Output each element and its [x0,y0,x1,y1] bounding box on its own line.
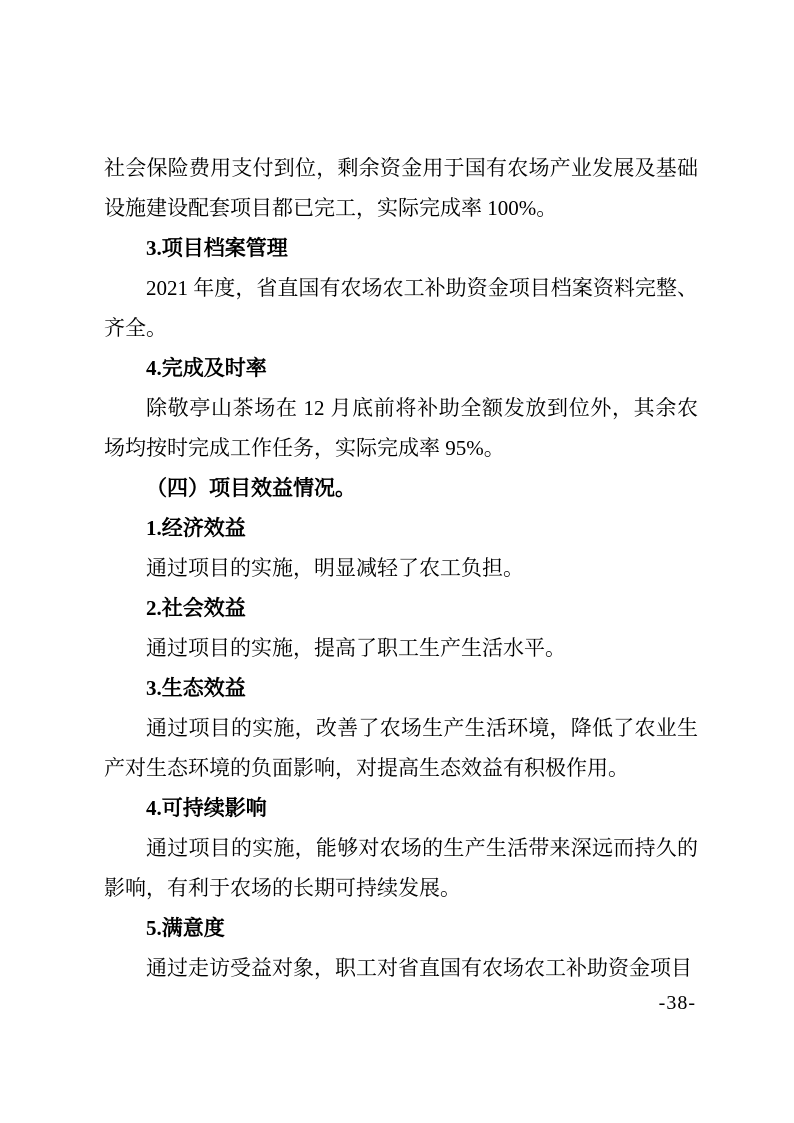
body-paragraph-social-benefit: 通过项目的实施，提高了职工生产生活水平。 [146,636,566,660]
body-paragraph-continued: 社会保险费用支付到位，剩余资金用于国有农场产业发展及基础设施建设配套项目都已完工，实际完成率 100%。 [104,156,698,220]
heading-satisfaction: 5.满意度 [146,916,225,940]
heading-social-benefit: 2.社会效益 [146,596,246,620]
body-paragraph-satisfaction: 通过走访受益对象，职工对省直国有农场农工补助资金项目 [146,956,692,980]
heading-economic-benefit: 1.经济效益 [146,516,246,540]
body-paragraph-archive: 2021 年度，省直国有农场农工补助资金项目档案资料完整、齐全。 [104,276,698,340]
body-paragraph-sustainable-impact: 通过项目的实施，能够对农场的生产生活带来深远而持久的影响，有利于农场的长期可持续发展。 [104,836,698,900]
body-paragraph-ecological-benefit: 通过项目的实施，改善了农场生产生活环境，降低了农业生产对生态环境的负面影响，对提高生态效益有积极作用。 [104,716,698,780]
body-paragraph-timeliness: 除敬亭山茶场在 12 月底前将补助全额发放到位外，其余农场均按时完成工作任务，实际完成率 95%。 [104,396,698,460]
heading-completion-timeliness: 4.完成及时率 [146,356,267,380]
document-body [104,148,698,988]
body-paragraph-economic-benefit: 通过项目的实施，明显减轻了农工负担。 [146,556,524,580]
heading-ecological-benefit: 3.生态效益 [146,676,246,700]
heading-sustainable-impact: 4.可持续影响 [146,796,267,820]
page-number: -38- [658,992,696,1014]
heading-project-archive-management: 3.项目档案管理 [146,236,288,260]
heading-project-benefit-overview: （四）项目效益情况。 [146,476,356,500]
